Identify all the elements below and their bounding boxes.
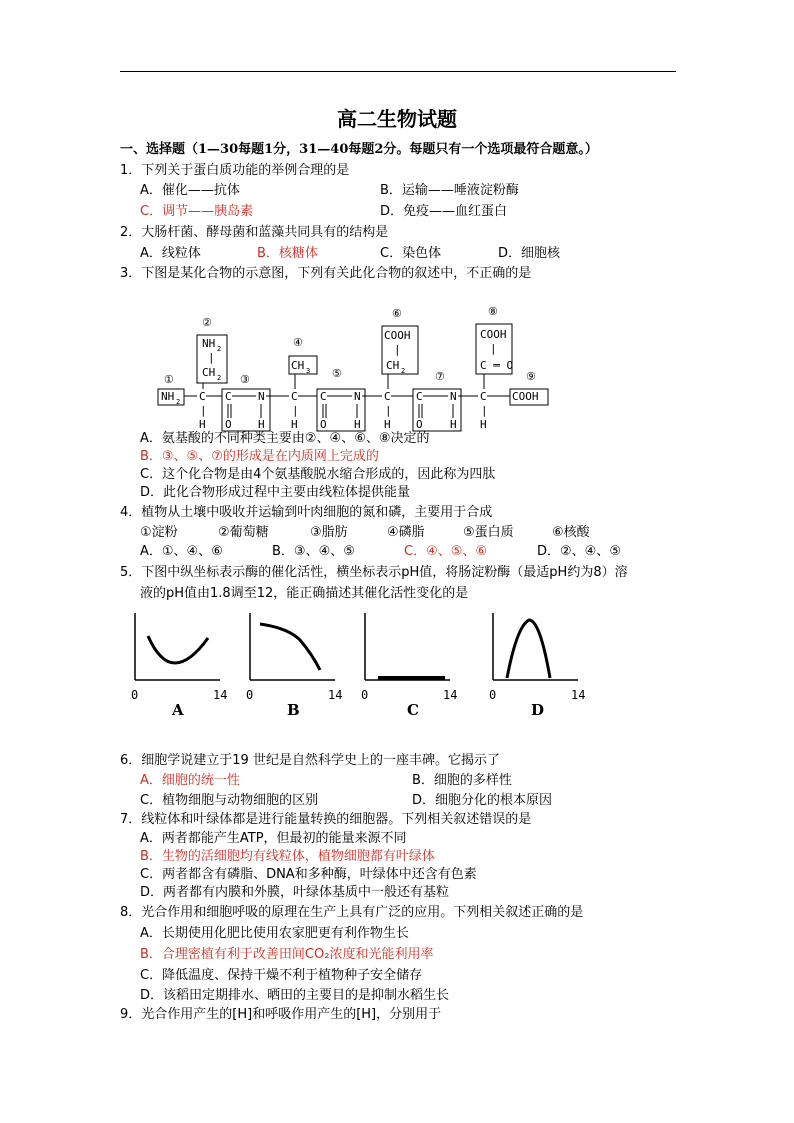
svg-text:|: | [292,404,299,417]
graph-b-x1: 14 [328,688,343,702]
q2-option-b: B．核糖体 [257,246,318,261]
svg-text:|: | [394,343,401,356]
svg-text:CH: CH [386,359,400,372]
graph-c-x1: 14 [443,688,458,702]
svg-text:H: H [258,418,265,431]
q3-option-a: A．氨基酸的不同种类主要由②、④、⑥、⑧决定的 [140,431,430,446]
svg-text:H: H [199,418,206,431]
q4-item-2: ②葡萄糖 [218,525,269,540]
graph-d-label: D [531,701,545,719]
q4-option-d: D．②、④、⑤ [537,544,621,559]
svg-text:C: C [384,390,391,403]
q2-option-a: A．线粒体 [140,246,201,261]
q3-option-c: C．这个化合物是由4个氨基酸脱水缩合形成的，因此称为四肽 [140,467,496,482]
svg-text:O: O [320,418,327,431]
q6-option-d: D．细胞分化的根本原因 [412,793,553,808]
q5-stem-line1: 5．下图中纵坐标表示酶的催化活性，横坐标表示pH值，将肠淀粉酶（最适pH约为8）溶 [120,565,628,580]
svg-text:3: 3 [306,367,311,375]
svg-text:H: H [354,418,361,431]
svg-text:C: C [291,390,298,403]
graph-a-curve [148,636,208,663]
svg-text:|: | [481,404,488,417]
label-5: ⑤ [332,367,342,380]
q2-option-d: D．细胞核 [498,246,561,261]
svg-text:N: N [258,390,265,403]
graph-d-curve [507,620,550,678]
q4-option-b: B．③、④、⑤ [272,544,355,559]
carboxyl-group-text: COOH [512,390,539,403]
q1-option-c: C．调节——胰岛素 [140,204,254,219]
q9-stem: 9．光合作用产生的[H]和呼吸作用产生的[H]，分别用于 [120,1007,442,1022]
q1-option-b: B．运输——唾液淀粉酶 [380,183,519,198]
q3-option-b: B．③、⑤、⑦的形成是在内质网上完成的 [140,449,379,464]
svg-text:COOH: COOH [480,328,507,341]
q4-item-5: ⑤蛋白质 [463,525,514,540]
q4-option-c: C．④、⑤、⑥ [404,544,488,559]
q4-stem: 4．植物从土壤中吸收并运输到叶肉细胞的氮和磷，主要用于合成 [120,505,493,520]
graph-c-x0: 0 [361,688,369,702]
q4-item-1: ①淀粉 [140,525,178,540]
label-6: ⑥ [392,307,402,320]
graph-c-label: C [407,701,419,719]
q4-item-3: ③脂肪 [310,525,348,540]
graph-d-x0: 0 [489,688,497,702]
q8-option-d: D．该稻田定期排水、晒田的主要目的是抑制水稻生长 [140,988,450,1003]
q3-option-d: D．此化合物形成过程中主要由线粒体提供能量 [140,485,411,500]
label-7: ⑦ [435,370,445,383]
svg-text:|: | [200,404,207,417]
section-heading: 一、选择题（1—30每题1分，31—40每题2分。每题只有一个选项最符合题意。） [120,142,598,157]
svg-text:C ═ O: C ═ O [480,359,514,372]
q8-option-b: B．合理密植有利于改善田间CO₂浓度和光能利用率 [140,947,434,962]
svg-text:2: 2 [217,345,222,353]
svg-text:CH: CH [291,359,305,372]
q6-option-b: B．细胞的多样性 [412,773,512,788]
q7-stem: 7．线粒体和叶绿体都是进行能量转换的细胞器。下列相关叙述错误的是 [120,812,532,827]
svg-text:C: C [225,390,232,403]
label-4: ④ [293,336,303,349]
q7-option-c: C．两者都含有磷脂、DNA和多种酶，叶绿体中还含有色素 [140,867,477,882]
q5-graphs-figure [120,608,600,723]
q7-option-d: D．两者都有内膜和外膜，叶绿体基质中一般还有基粒 [140,885,450,900]
svg-text:C: C [416,390,423,403]
amino-group-text: NH [161,390,175,403]
graph-a-x1: 14 [213,688,228,702]
page-title: 高二生物试题 [337,107,457,131]
q6-option-c: C．植物细胞与动物细胞的区别 [140,793,319,808]
q4-item-4: ④磷脂 [387,525,425,540]
q1-option-a: A．催化——抗体 [140,183,240,198]
graph-d-x1: 14 [571,688,586,702]
graph-a-label: A [172,701,184,719]
label-9: ⑨ [526,370,536,383]
svg-text:N: N [450,390,457,403]
label-3: ③ [240,373,250,386]
q8-option-a: A．长期使用化肥比使用农家肥更有利作物生长 [140,926,409,941]
svg-text:NH: NH [202,337,216,350]
svg-text:O: O [416,418,423,431]
svg-text:CH: CH [202,366,216,379]
svg-text:H: H [291,418,298,431]
svg-text:N: N [354,390,361,403]
header-rule [120,71,676,72]
svg-text:|: | [208,351,215,364]
svg-text:H: H [384,418,391,431]
q1-stem: 1．下列关于蛋白质功能的举例合理的是 [120,163,350,178]
svg-text:COOH: COOH [384,329,411,342]
q8-stem: 8．光合作用和细胞呼吸的原理在生产上具有广泛的应用。下列相关叙述正确的是 [120,905,584,920]
q2-stem: 2．大肠杆菌、酵母菌和蓝藻共同具有的结构是 [120,225,389,240]
svg-text:2: 2 [401,367,406,375]
svg-text:H: H [480,418,487,431]
q2-option-c: C．染色体 [380,246,442,261]
svg-text:2: 2 [217,374,222,382]
svg-text:2: 2 [176,398,181,406]
graph-a-x0: 0 [131,688,139,702]
svg-text:H: H [450,418,457,431]
svg-text:O: O [225,418,232,431]
svg-text:|: | [490,342,497,355]
svg-text:C: C [320,390,327,403]
q6-option-a: A．细胞的统一性 [140,773,240,788]
label-8: ⑧ [488,305,498,318]
q6-stem: 6．细胞学说建立于19 世纪是自然科学史上的一座丰碑。它揭示了 [120,753,500,768]
q3-molecule-figure [150,300,560,436]
graph-b-label: B [287,701,300,719]
q1-option-d: D．免疫——血红蛋白 [380,204,508,219]
q7-option-a: A．两者都能产生ATP，但最初的能量来源不同 [140,831,407,846]
graph-b-curve [260,624,320,670]
q8-option-c: C．降低温度、保持干燥不利于植物种子安全储存 [140,968,423,983]
svg-text:|: | [385,404,392,417]
graph-b-x0: 0 [246,688,254,702]
svg-text:C: C [199,390,206,403]
svg-text:C: C [480,390,487,403]
q4-option-a: A．①、④、⑥ [140,544,223,559]
q3-stem: 3．下图是某化合物的示意图，下列有关此化合物的叙述中，不正确的是 [120,266,532,281]
q5-stem-line2: 液的pH值由1.8调至12，能正确描述其催化活性变化的是 [140,586,469,601]
label-1: ① [164,373,174,386]
q7-option-b: B．生物的活细胞均有线粒体，植物细胞都有叶绿体 [140,849,435,864]
label-2: ② [202,316,212,329]
q4-item-6: ⑥核酸 [552,525,590,540]
